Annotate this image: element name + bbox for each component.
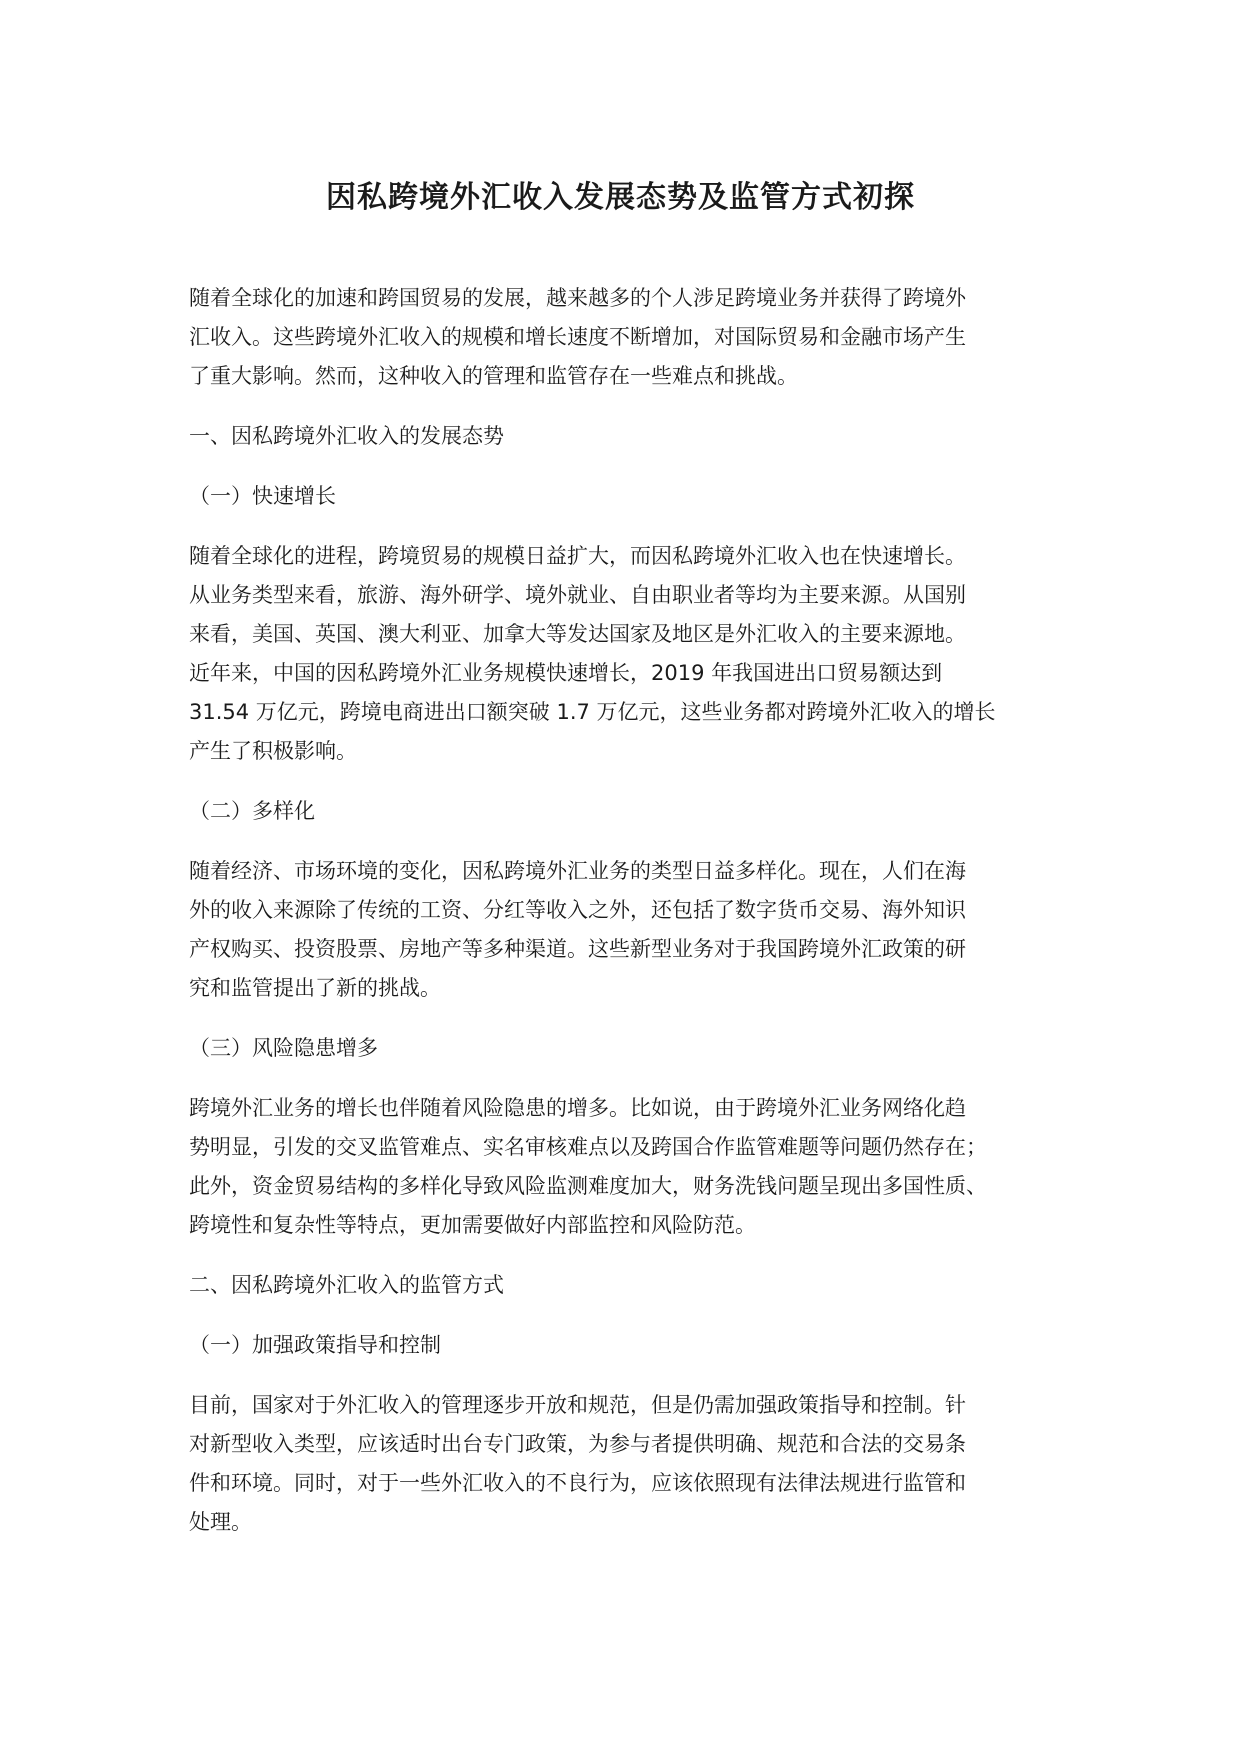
paragraph-line: 31.54 万亿元，跨境电商进出口额突破 1.7 万亿元，这些业务都对跨境外汇收入的增长 bbox=[189, 700, 996, 724]
paragraph-line: 随着经济、市场环境的变化，因私跨境外汇业务的类型日益多样化。现在，人们在海 bbox=[189, 859, 966, 883]
intro-paragraph-line: 汇收入。这些跨境外汇收入的规模和增长速度不断增加，对国际贸易和金融市场产生 bbox=[189, 325, 966, 349]
paragraph-line: 外的收入来源除了传统的工资、分红等收入之外，还包括了数字货币交易、海外知识 bbox=[189, 898, 966, 922]
paragraph-line: 处理。 bbox=[189, 1510, 252, 1534]
section-heading-2: 二、因私跨境外汇收入的监管方式 bbox=[189, 1273, 504, 1297]
paragraph-line: 产生了积极影响。 bbox=[189, 739, 357, 763]
paragraph-line: 近年来，中国的因私跨境外汇业务规模快速增长，2019 年我国进出口贸易额达到 bbox=[189, 661, 943, 685]
intro-paragraph-line: 随着全球化的加速和跨国贸易的发展，越来越多的个人涉足跨境业务并获得了跨境外 bbox=[189, 286, 966, 310]
paragraph-line: 势明显，引发的交叉监管难点、实名审核难点以及跨国合作监管难题等问题仍然存在； bbox=[189, 1135, 987, 1159]
subsection-heading-2-1: （一）加强政策指导和控制 bbox=[189, 1333, 441, 1357]
paragraph-line: 件和环境。同时，对于一些外汇收入的不良行为，应该依照现有法律法规进行监管和 bbox=[189, 1471, 966, 1495]
paragraph-line: 随着全球化的进程，跨境贸易的规模日益扩大，而因私跨境外汇收入也在快速增长。 bbox=[189, 544, 966, 568]
paragraph-line: 跨境性和复杂性等特点，更加需要做好内部监控和风险防范。 bbox=[189, 1213, 756, 1237]
subsection-heading-1-1: （一）快速增长 bbox=[189, 484, 336, 508]
subsection-heading-1-3: （三）风险隐患增多 bbox=[189, 1036, 378, 1060]
paragraph-line: 目前，国家对于外汇收入的管理逐步开放和规范，但是仍需加强政策指导和控制。针 bbox=[189, 1393, 966, 1417]
paragraph-line: 此外，资金贸易结构的多样化导致风险监测难度加大，财务洗钱问题呈现出多国性质、 bbox=[189, 1174, 987, 1198]
intro-paragraph-line: 了重大影响。然而，这种收入的管理和监管存在一些难点和挑战。 bbox=[189, 364, 798, 388]
document-title: 因私跨境外汇收入发展态势及监管方式初探 bbox=[326, 180, 915, 215]
paragraph-line: 来看，美国、英国、澳大利亚、加拿大等发达国家及地区是外汇收入的主要来源地。 bbox=[189, 622, 966, 646]
section-heading-1: 一、因私跨境外汇收入的发展态势 bbox=[189, 424, 504, 448]
paragraph-line: 跨境外汇业务的增长也伴随着风险隐患的增多。比如说，由于跨境外汇业务网络化趋 bbox=[189, 1096, 966, 1120]
paragraph-line: 对新型收入类型，应该适时出台专门政策，为参与者提供明确、规范和合法的交易条 bbox=[189, 1432, 966, 1456]
paragraph-line: 产权购买、投资股票、房地产等多种渠道。这些新型业务对于我国跨境外汇政策的研 bbox=[189, 937, 966, 961]
paragraph-line: 从业务类型来看，旅游、海外研学、境外就业、自由职业者等均为主要来源。从国别 bbox=[189, 583, 966, 607]
paragraph-line: 究和监管提出了新的挑战。 bbox=[189, 976, 441, 1000]
subsection-heading-1-2: （二）多样化 bbox=[189, 799, 315, 823]
